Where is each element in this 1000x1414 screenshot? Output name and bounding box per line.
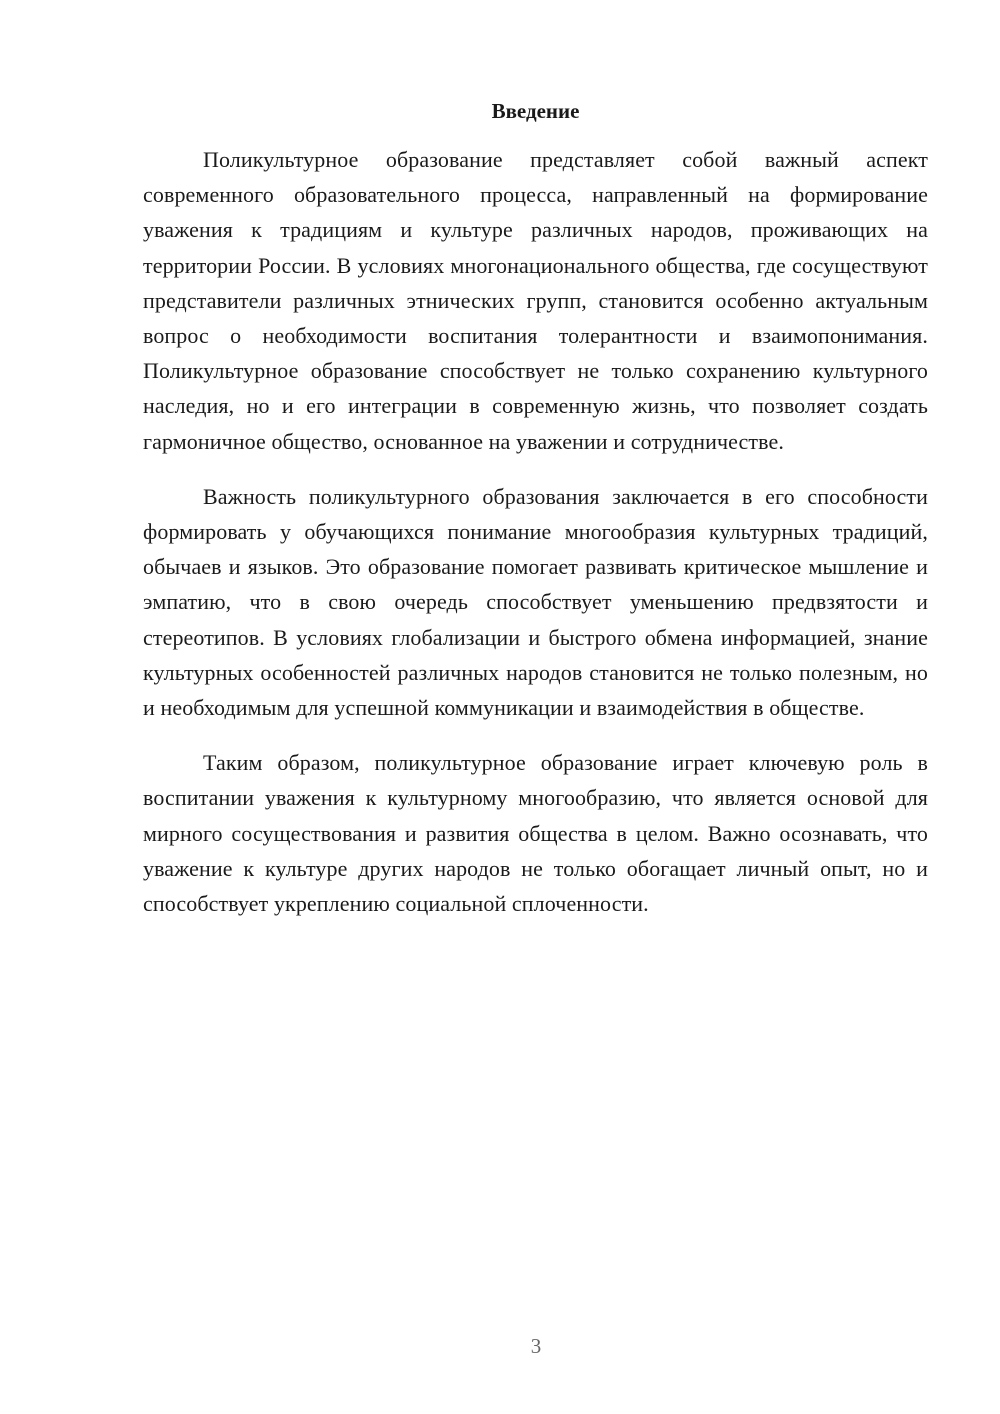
body-text [143,142,928,941]
paragraph-2: Важность поликультурного образования заключается в его способности формировать у обучающихся понимание многообразия культурных традиций, обычаев и языков. Это образование помогает развивать критическое мышление и эмпатию, что в свою очередь способствует уменьшению предвзятости и стереотипов. В условиях глобализации и быстрого обмена информацией, знание культурных особенностей различных народов становится не только полезным, но и необходимым для успешной коммуникации и взаимодействия в обществе. [143,483,928,721]
page-number: 3 [530,1334,542,1358]
section-title: Введение [491,99,580,123]
paragraph-1: Поликультурное образование представляет собой важный аспект современного образовательного процесса, направленный на формирование уважения к традициям и культуре различных народов, проживающих на территории России. В условиях многонационального общества, где сосуществуют представители различных этнических групп, становится особенно актуальным вопрос о необходимости воспитания толерантности и взаимопонимания. Поликультурное образование способствует не только сохранению культурного наследия, но и его интеграции в современную жизнь, что позволяет создать гармоничное общество, основанное на уважении и сотрудничестве. [143,147,928,454]
paragraph-3: Таким образом, поликультурное образование играет ключевую роль в воспитании уважения к культурному многообразию, что является основой для мирного сосуществования и развития общества в целом. Важно осознавать, что уважение к культуре других народов не только обогащает личный опыт, но и способствует укреплению социальной сплоченности. [143,750,928,917]
